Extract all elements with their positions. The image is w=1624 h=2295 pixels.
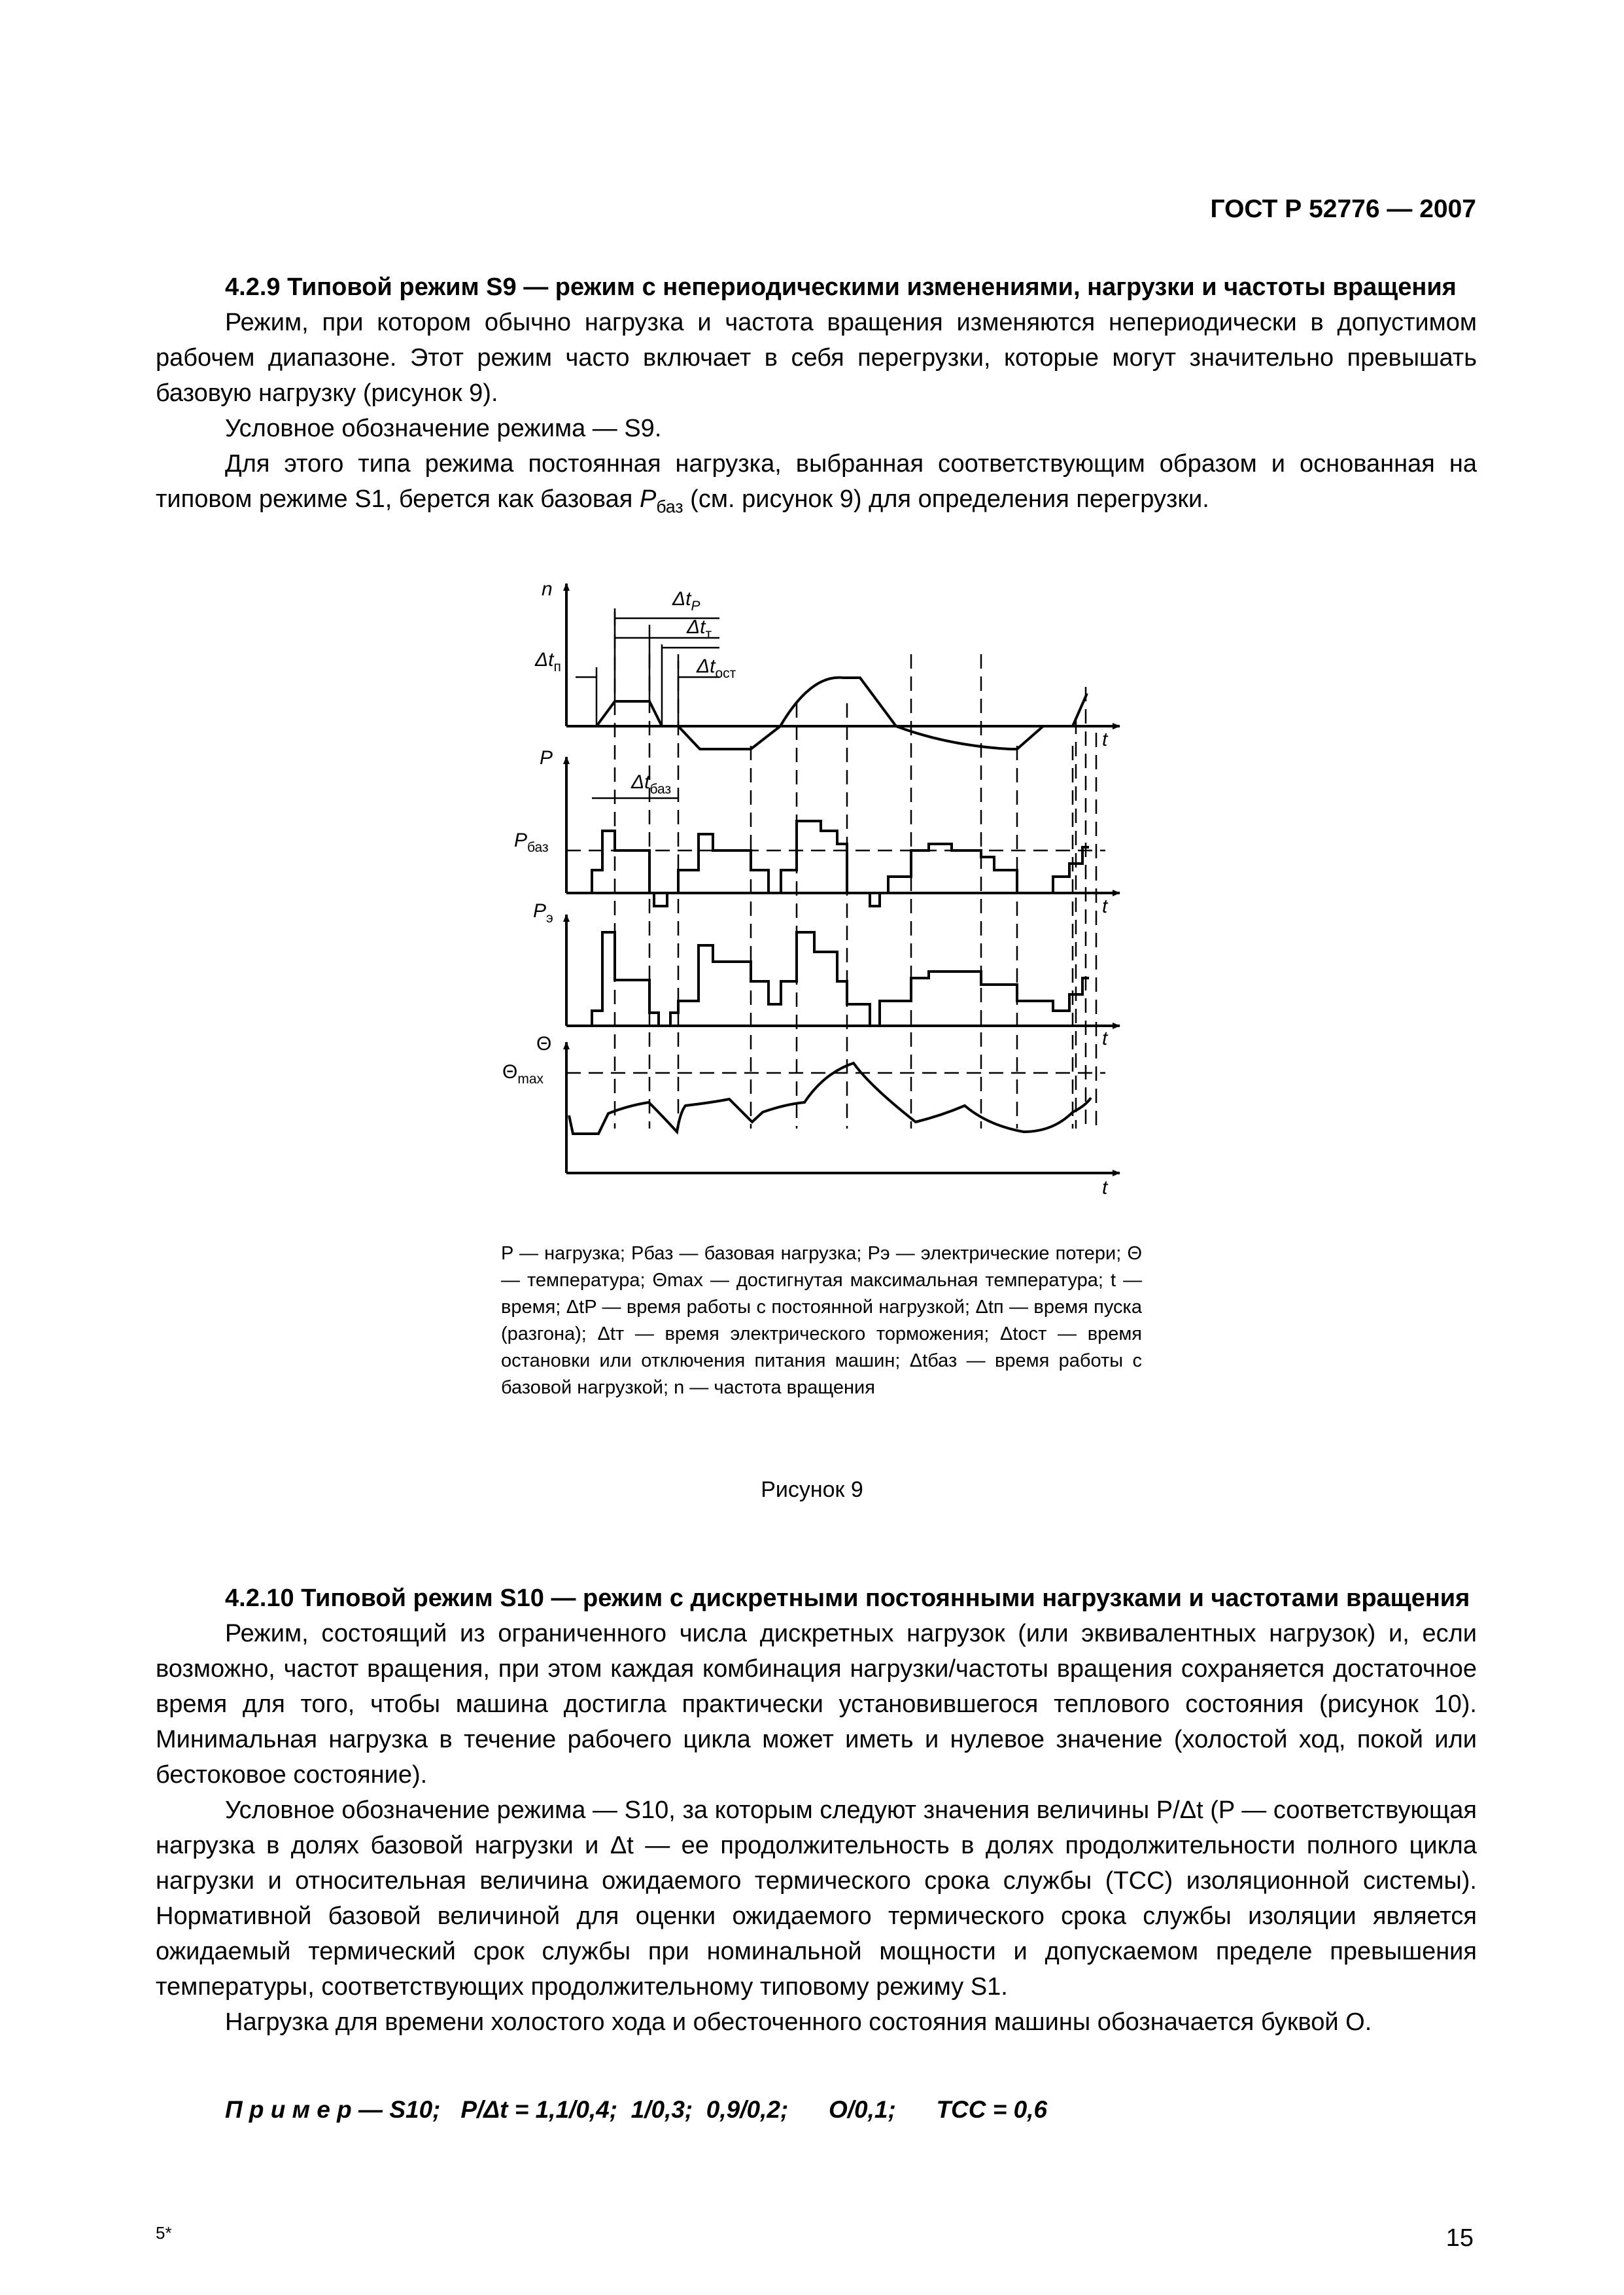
axis-label-t: t (1102, 1028, 1108, 1049)
paragraph: Условное обозначение режима — S9. (225, 415, 662, 442)
axis-label-n: n (542, 578, 553, 600)
axis-label-Pe: $P_э$ (533, 900, 553, 926)
label-Pbaz: $P_{баз}$ (514, 830, 549, 855)
page-number: 15 (1445, 2224, 1474, 2252)
axis-label-t: t (1102, 729, 1108, 750)
label-dtOst: $\Delta t_{ост}$ (697, 656, 736, 681)
paragraph: Условное обозначение режима — S10, за которым следуют значения величины P/Δt (P — соответствующая нагрузка в долях базовой нагрузки и Δt — ее продолжительность в долях продолжительности полного цикла нагрузки и относительная величина ожидаемого термического срока службы (ТСС) изоляционной системы). Нормативной базовой величиной для оценки ожидаемого термического срока службы изоляции является ожидаемый термический срок службы при номинальной мощности и допускаемом пределе превышения температуры, соответствующих продолжительному типовому режиму S1. (156, 1796, 1477, 2001)
figure-caption: Рисунок 9 (761, 1477, 863, 1502)
figure-legend: P — нагрузка; Pбаз — базовая нагрузка; Pэ — электрические потери; Θ — температура; Θmax — достигнутая максимальная температура; t — время; ΔtP — время работы с постоянной нагрузкой; Δtп — время пуска (разгона); Δtт — время электрического торможения; Δtост — время остановки или отключения питания машин; Δtбаз — время работы с базовой нагрузкой; n — частота вращения (501, 1243, 1142, 1398)
axis-label-theta: Θ (536, 1033, 552, 1055)
section-heading: 4.2.10 Типовой режим S10 — режим с дискретными постоянными нагрузками и частотами вращения (225, 1585, 1470, 1612)
section-4-2-10 (156, 1581, 1477, 2040)
standard-header: ГОСТ Р 52776 — 2007 (1210, 195, 1476, 223)
paragraph: Для этого типа режима постоянная нагрузка, выбранная соответствующим образом и основанная на типовом режиме S1, берется как базовая $P_{баз}$ (см. рисунок 9) для определения перегрузки. (156, 450, 1477, 517)
speed-curve (566, 678, 1087, 749)
label-dtBaz: $\Delta t_{баз}$ (631, 771, 672, 797)
footer-sheet-mark: 5* (156, 2223, 172, 2243)
example-line: П р и м е р — S10; P/Δt = 1,1/0,4; 1/0,3; 0,9/0,2; O/0,1; TCC = 0,6 (225, 2096, 1048, 2123)
losses-curve (566, 932, 1089, 1026)
axis-label-P: P (540, 747, 553, 769)
label-dtN: $\Delta t_п$ (535, 649, 561, 674)
label-dtP: $\Delta t_P$ (672, 588, 700, 614)
axis-label-t: t (1102, 1177, 1108, 1199)
label-theta-max: $\Theta_{max}$ (502, 1061, 544, 1087)
paragraph: Нагрузка для времени холостого хода и обесточенного состояния машины обозначается буквой О. (225, 2008, 1372, 2036)
section-heading: 4.2.9 Типовой режим S9 — режим с непериодическими изменениями, нагрузки и частоты вращения (225, 273, 1457, 301)
label-dtT: $\Delta t_т$ (687, 616, 712, 642)
paragraph: Режим, состоящий из ограниченного числа дискретных нагрузок (или эквивалентных нагрузок) и, если возможно, частот вращения, при этом каждая комбинация нагрузки/частоты вращения сохраняется достаточное время для того, чтобы машина достигла практически установившегося теплового состояния (рисунок 10). Минимальная нагрузка в течение рабочего цикла может иметь и нулевое значение (холостой ход, покой или бестоковое состояние). (156, 1620, 1477, 1789)
paragraph: Режим, при котором обычно нагрузка и частота вращения изменяются непериодически в допустимом рабочем диапазоне. Этот режим часто включает в себя перегрузки, которые могут значительно превышать базовую нагрузку (рисунок 9). (156, 309, 1477, 407)
axis-label-t: t (1102, 896, 1108, 917)
